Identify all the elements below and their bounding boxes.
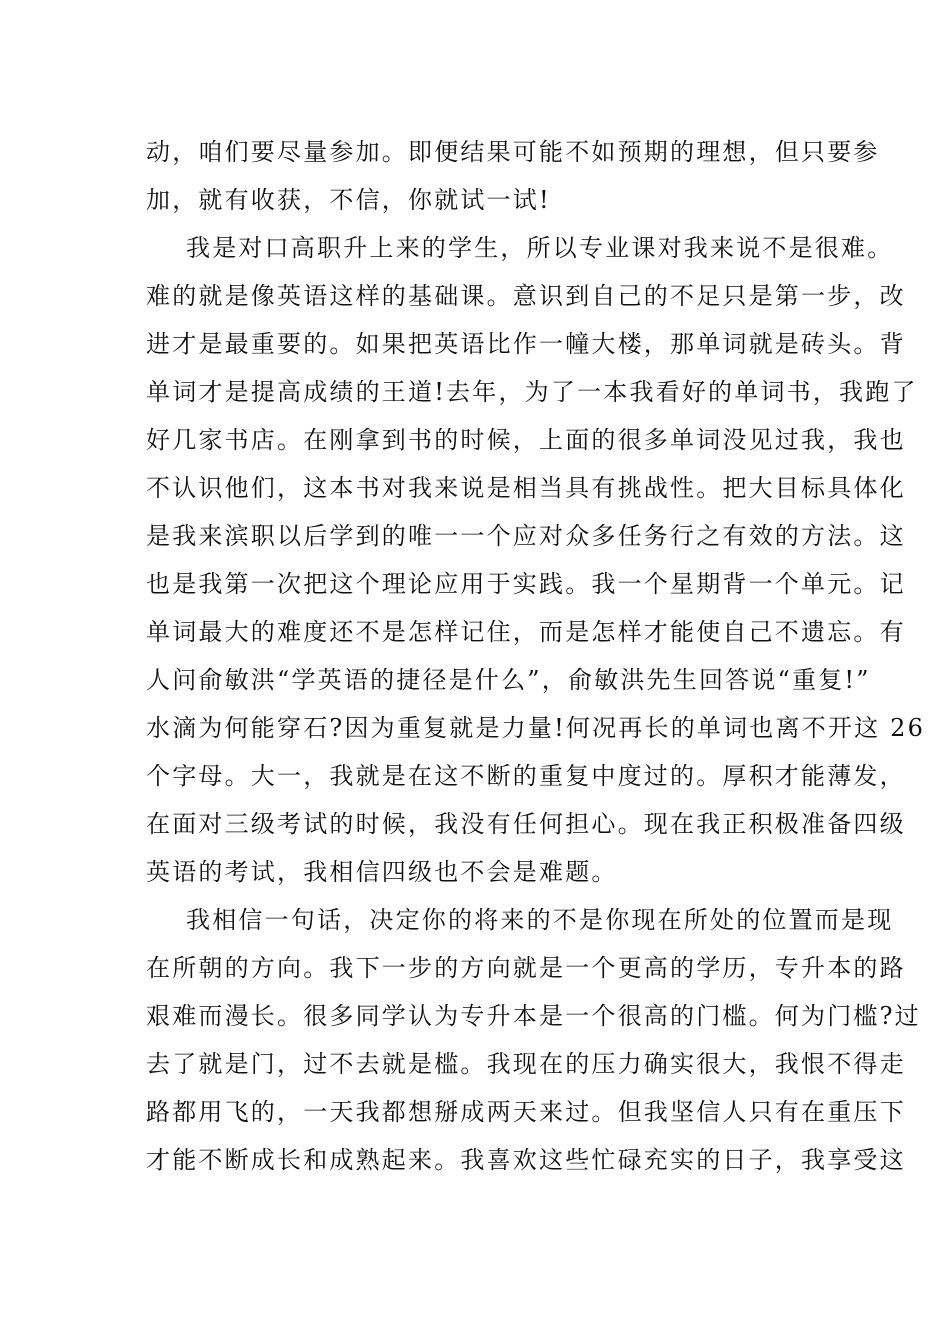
text-line: 个字母。大一，我就是在这不断的重复中度过的。厚积才能薄发， bbox=[146, 762, 906, 790]
text-line: 去了就是门，过不去就是槛。我现在的压力确实很大，我恨不得走 bbox=[146, 1050, 906, 1078]
text-line: 加，就有收获，不信，你就试一试! bbox=[146, 186, 551, 214]
text-line: 也是我第一次把这个理论应用于实践。我一个星期背一个单元。记 bbox=[146, 570, 906, 598]
text-line: 水滴为何能穿石?因为重复就是力量!何况再长的单词也离不开这 26 bbox=[146, 714, 926, 742]
text-line: 在所朝的方向。我下一步的方向就是一个更高的学历，专升本的路 bbox=[146, 954, 906, 982]
text-line: 不认识他们，这本书对我来说是相当具有挑战性。把大目标具体化 bbox=[146, 474, 906, 502]
text-line: 英语的考试，我相信四级也不会是难题。 bbox=[146, 858, 618, 886]
text-line: 难的就是像英语这样的基础课。意识到自己的不足只是第一步，改 bbox=[146, 282, 906, 310]
text-line: 是我来滨职以后学到的唯一一个应对众多任务行之有效的方法。这 bbox=[146, 522, 906, 550]
text-line: 人问俞敏洪“学英语的捷径是什么”，俞敏洪先生回答说“重复!” bbox=[146, 666, 871, 694]
text-line: 艰难而漫长。很多同学认为专升本是一个很高的门槛。何为门槛?过 bbox=[146, 1002, 921, 1030]
text-line: 我相信一句话，决定你的将来的不是你现在所处的位置而是现 bbox=[186, 906, 894, 934]
text-line: 进才是最重要的。如果把英语比作一幢大楼，那单词就是砖头。背 bbox=[146, 330, 906, 358]
text-line: 在面对三级考试的时候，我没有任何担心。现在我正积极准备四级 bbox=[146, 810, 906, 838]
text-line: 单词才是提高成绩的王道!去年，为了一本我看好的单词书，我跑了 bbox=[146, 378, 918, 406]
text-line: 我是对口高职升上来的学生，所以专业课对我来说不是很难。 bbox=[186, 234, 894, 262]
text-line: 路都用飞的，一天我都想掰成两天来过。但我坚信人只有在重压下 bbox=[146, 1098, 906, 1126]
text-line: 动，咱们要尽量参加。即便结果可能不如预期的理想，但只要参 bbox=[146, 138, 880, 166]
document-body bbox=[146, 128, 926, 1184]
text-line: 才能不断成长和成熟起来。我喜欢这些忙碌充实的日子，我享受这 bbox=[146, 1146, 906, 1174]
text-line: 单词最大的难度还不是怎样记住，而是怎样才能使自己不遗忘。有 bbox=[146, 618, 906, 646]
text-line: 好几家书店。在刚拿到书的时候，上面的很多单词没见过我，我也 bbox=[146, 426, 906, 454]
